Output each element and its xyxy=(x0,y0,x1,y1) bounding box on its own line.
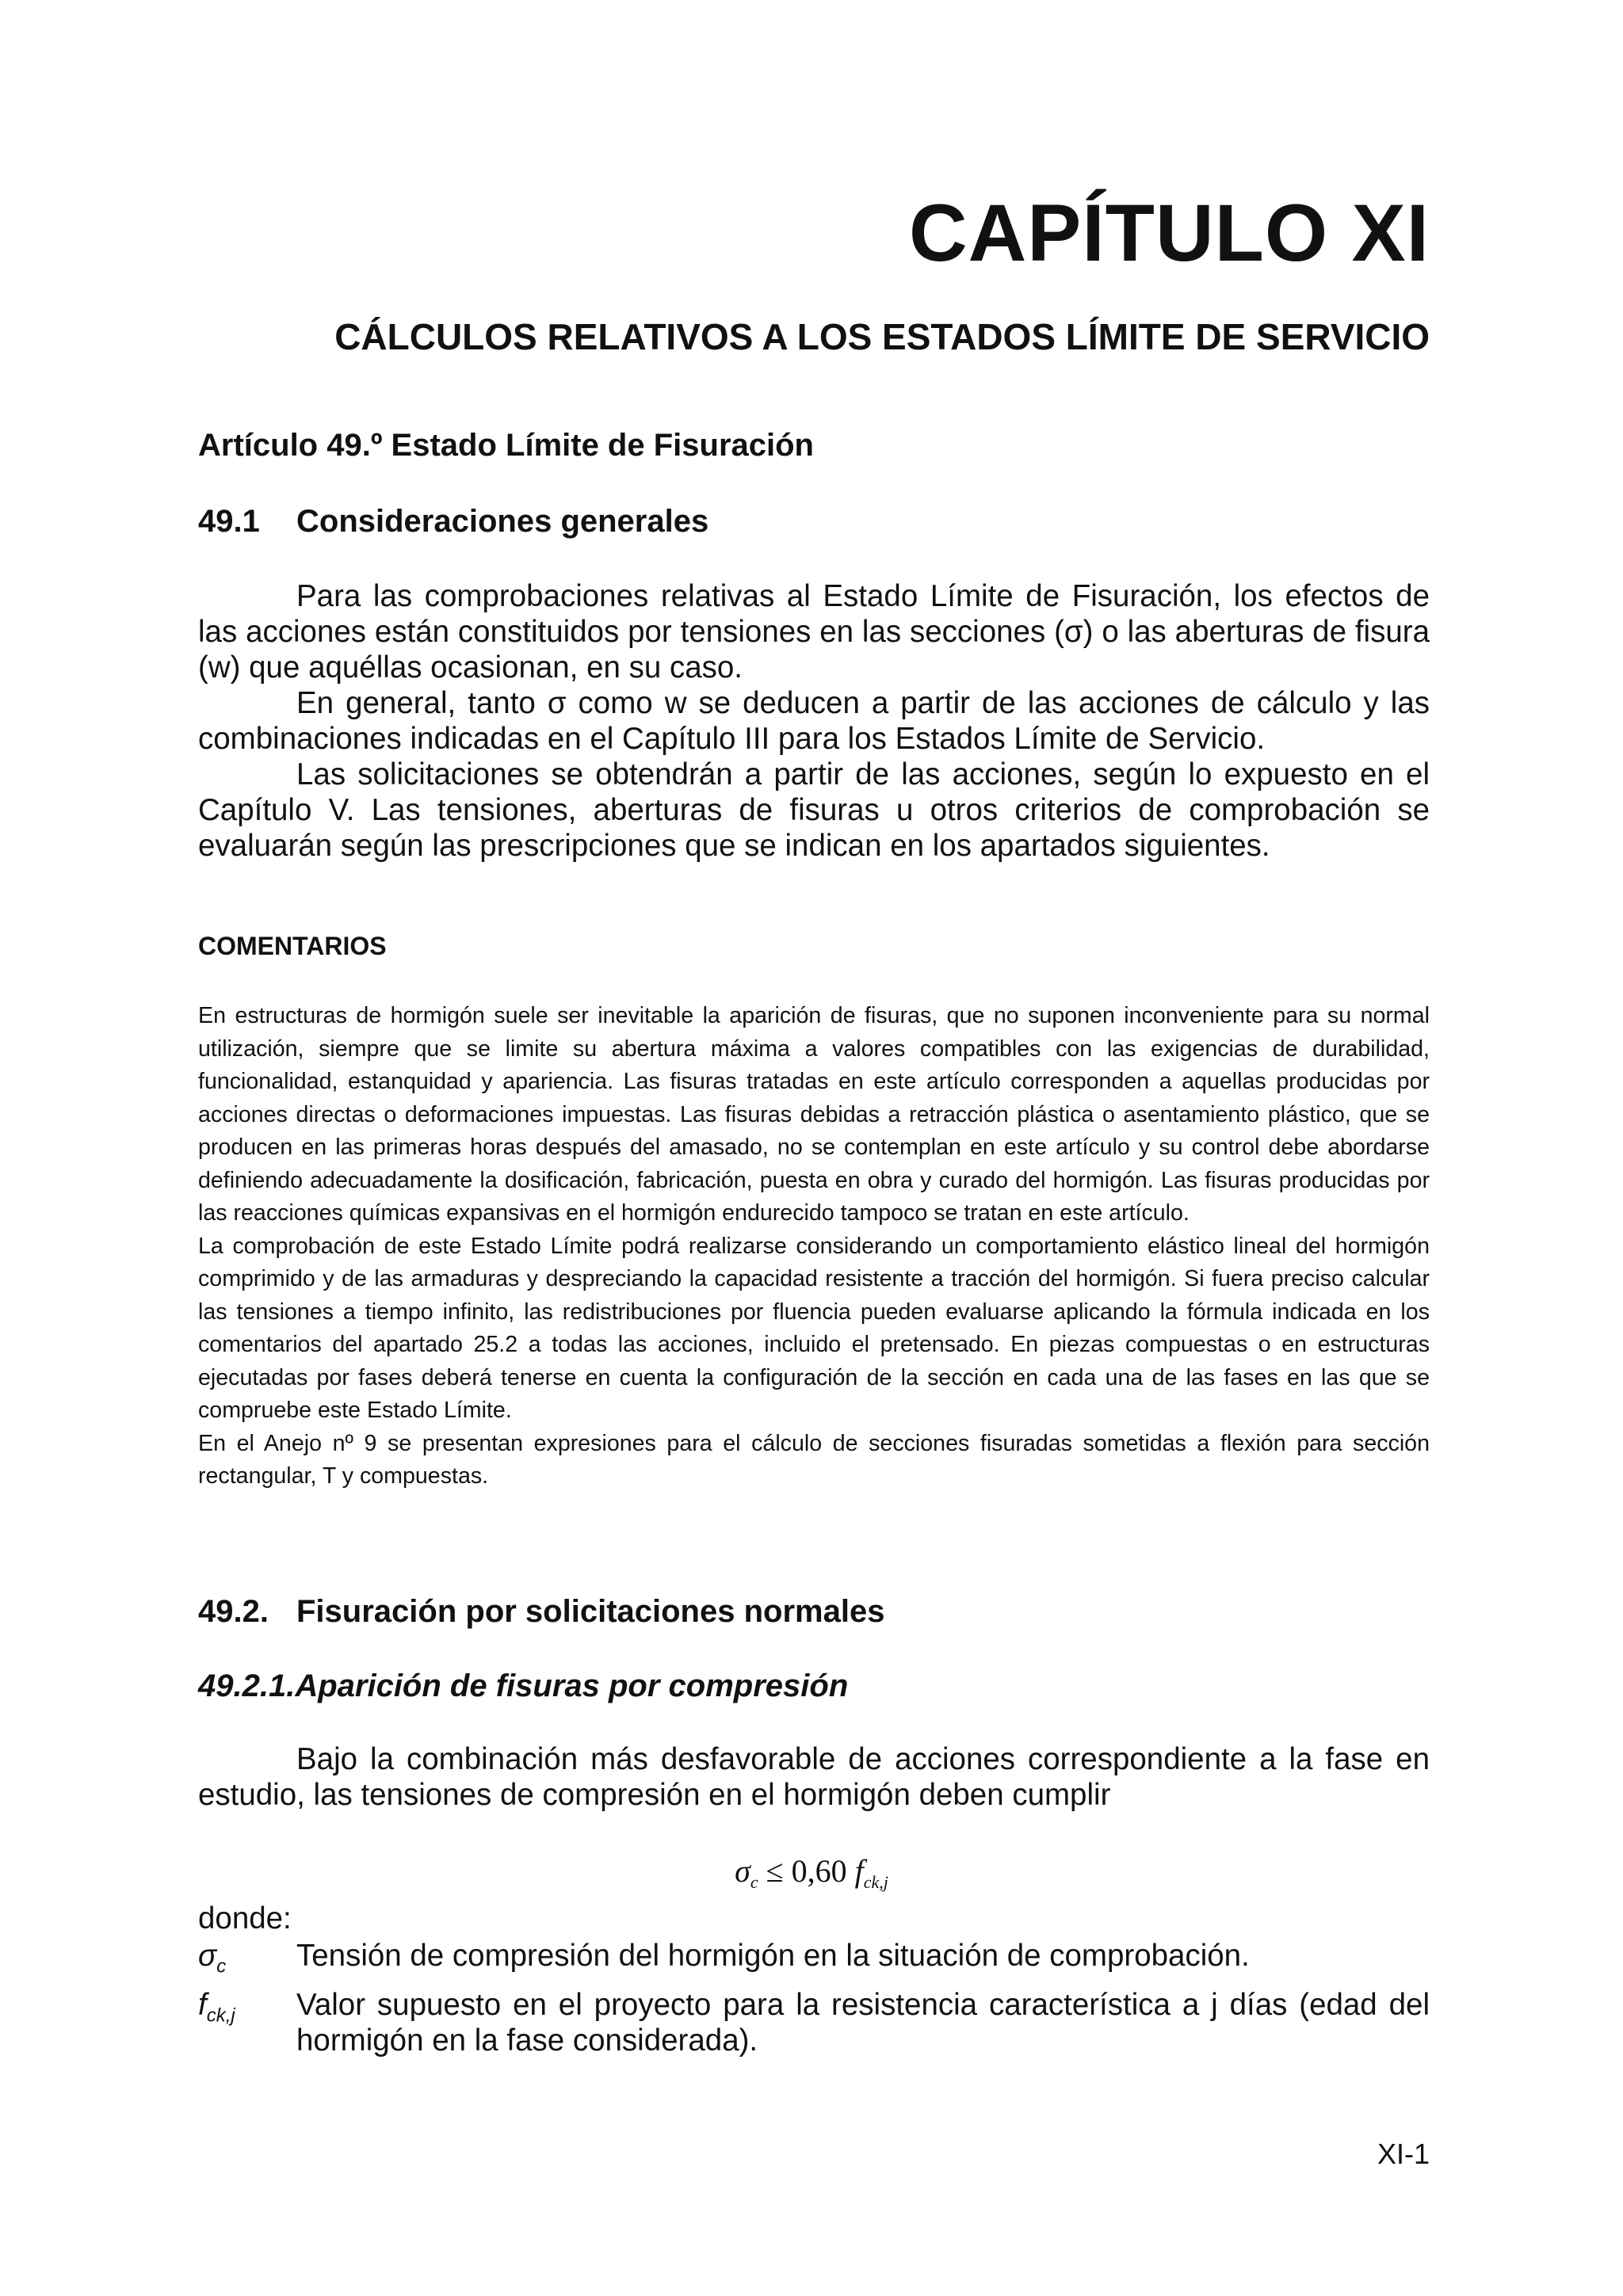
section-heading-49-1 xyxy=(198,504,708,540)
formula-f: f xyxy=(854,1853,864,1889)
formula-operator: ≤ 0,60 xyxy=(766,1853,847,1889)
section-heading-49-2 xyxy=(198,1594,884,1630)
section-number: 49.1 xyxy=(198,504,260,539)
chapter-title: CAPÍTULO XI xyxy=(908,188,1430,278)
formula-sigma-sub: c xyxy=(750,1872,758,1892)
page-number: XI-1 xyxy=(1377,2138,1430,2170)
definition-row xyxy=(198,1938,1430,1985)
comment-paragraph: En el Anejo nº 9 se presentan expresiones para el cálculo de secciones fisuradas sometidas a flexión para sección rectangular, T y compuestas. xyxy=(198,1430,1430,1489)
definition-text: Valor supuesto en el proyecto para la resistencia característica a j días (edad del hormigón en la fase considerada). xyxy=(296,1987,1430,2058)
section-title: Consideraciones generales xyxy=(296,504,709,539)
compression-formula xyxy=(0,1852,1623,1893)
formula-sigma: σ xyxy=(735,1853,750,1889)
comments-heading: COMENTARIOS xyxy=(198,932,387,960)
paragraph: Las solicitaciones se obtendrán a partir de las acciones, según lo expuesto en el Capítulo V. Las tensiones, aberturas de fisuras u otros criterios de comprobación se evaluarán según las prescripciones que se indican en los apartados siguientes. xyxy=(198,757,1430,863)
chapter-subtitle: CÁLCULOS RELATIVOS A LOS ESTADOS LÍMITE DE SERVICIO xyxy=(334,316,1430,357)
subsection-number: 49.2.1. xyxy=(198,1669,296,1703)
section-number: 49.2. xyxy=(198,1594,269,1629)
article-heading: Artículo 49.º Estado Límite de Fisuración xyxy=(198,428,814,463)
definition-symbol: $\sigma_c$ xyxy=(198,1939,227,1978)
formula-f-sub: ck,j xyxy=(863,1872,888,1892)
paragraph: En general, tanto σ como w se deducen a partir de las acciones de cálculo y las combinaciones indicadas en el Capítulo III para los Estados Límite de Servicio. xyxy=(198,686,1430,756)
definition-symbol: $f_{ck,j}$ xyxy=(198,1987,235,2027)
subsection-49-2-1-body xyxy=(198,1741,1430,1813)
comments-body xyxy=(198,1000,1430,1493)
paragraph: Para las comprobaciones relativas al Estado Límite de Fisuración, los efectos de las acciones están constituidos por tensiones en las secciones (σ) o las aberturas de fisura (w) que aquéllas ocasionan, en su caso. xyxy=(198,579,1430,685)
subsection-heading-49-2-1 xyxy=(198,1669,848,1704)
comment-paragraph: En estructuras de hormigón suele ser inevitable la aparición de fisuras, que no suponen inconveniente para su normal utilización, siempre que se limite su abertura máxima a valores compatibles con las exigencias de durabilidad, funcionalidad, estanquidad y apariencia. Las fisuras tratadas en este artículo corresponden a aquellas producidas por acciones directas o deformaciones impuestas. Las fisuras debidas a retracción plástica o asentamiento plástico, que se producen en las primeras horas después del amasado, no se contemplan en este artículo y su control debe abordarse definiendo adecuadamente la dosificación, fabricación, puesta en obra y curado del hormigón. Las fisuras producidas por las reacciones químicas expansivas en el hormigón endurecido tampoco se tratan en este artículo. xyxy=(198,1003,1430,1226)
donde-label: donde: xyxy=(198,1901,292,1936)
comment-paragraph: La comprobación de este Estado Límite podrá realizarse considerando un comportamiento elástico lineal del hormigón comprimido y de las armaduras y despreciando la capacidad resistente a tracción del hormigón. Si fuera preciso calcular las tensiones a tiempo infinito, las redistribuciones por fluencia pueden evaluarse aplicando la fórmula indicada en los comentarios del apartado 25.2 a todas las acciones, incluido el pretensado. En piezas compuestas o en estructuras ejecutadas por fases deberá tenerse en cuenta la configuración de la sección en cada una de las fases en las que se compruebe este Estado Límite. xyxy=(198,1233,1430,1423)
section-title: Fisuración por solicitaciones normales xyxy=(296,1594,885,1629)
paragraph: Bajo la combinación más desfavorable de acciones correspondiente a la fase en estudio, las tensiones de compresión en el hormigón deben cumplir xyxy=(198,1742,1430,1812)
definition-row xyxy=(198,1987,1430,2058)
definitions-list xyxy=(198,1938,1430,2061)
subsection-title: Aparición de fisuras por compresión xyxy=(295,1669,849,1703)
definition-text: Tensión de compresión del hormigón en la situación de comprobación. xyxy=(296,1939,1250,1973)
section-49-1-body xyxy=(198,578,1430,864)
